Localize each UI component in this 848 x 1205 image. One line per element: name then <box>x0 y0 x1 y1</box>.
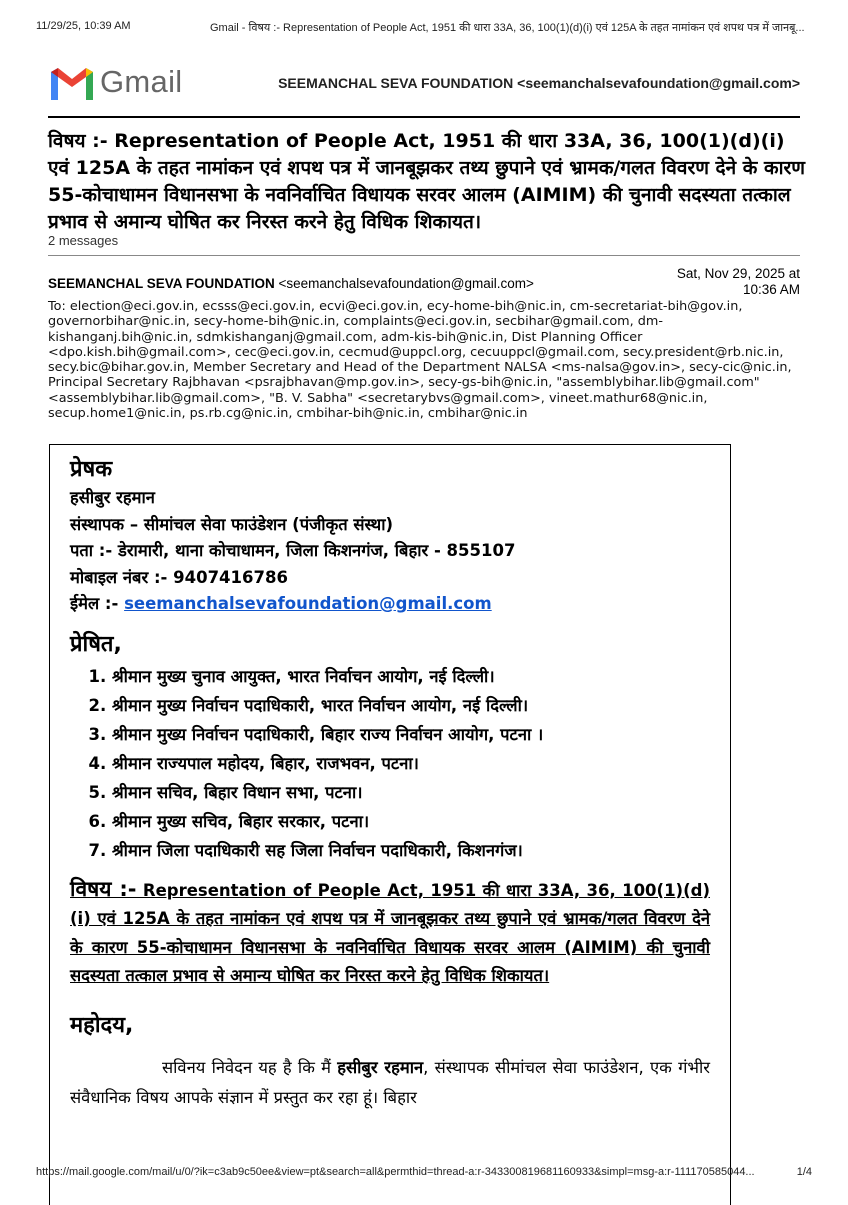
gmail-m-icon <box>48 64 96 100</box>
print-timestamp: 11/29/25, 10:39 AM <box>36 20 131 32</box>
letter-recipient-list <box>70 662 710 865</box>
header-divider <box>48 116 800 118</box>
letter-sender-role: संस्थापक – सीमांचल सेवा फाउंडेशन (पंजीकृत संस्था) <box>70 514 394 534</box>
letter-sender-name: हसीबुर रहमान <box>70 488 155 507</box>
print-url: https://mail.google.com/mail/u/0/?ik=c3ab9c50ee&view=pt&search=all&permthid=thread-a:r-343300819681160933&simpl=msg-a:r-111170585044... <box>36 1166 755 1178</box>
subject-text: Representation of People Act, 1951 की धारा 33A, 36, 100(1)(d)(i) एवं 125A के तहत नामांकन एवं शपथ पत्र में जानबूझकर तथ्य छुपाने एवं भ्रामक/गलत विवरण देने के कारण 55-कोचाधामन विधानसभा के नवनिर्वाचित विधायक सरवर आलम (AIMIM) की चुनावी सदस्यता तत्काल प्रभाव से अमान्य घोषित कर निरस्त करने हेतु विधिक शिकायत। <box>70 880 710 985</box>
message-date <box>660 266 800 298</box>
letter-body <box>70 1053 710 1113</box>
list-item: 6. श्रीमान मुख्य सचिव, बिहार सरकार, पटना। <box>112 807 710 836</box>
recipients-heading: प्रेषित, <box>70 631 122 657</box>
page-number: 1/4 <box>796 1166 812 1178</box>
body-bold-name: हसीबुर रहमान <box>337 1057 424 1077</box>
date-line-2: 10:36 AM <box>742 282 800 297</box>
letter-subject <box>70 875 710 991</box>
date-line-1: Sat, Nov 29, 2025 at <box>676 266 800 281</box>
print-title: Gmail - विषय :- Representation of People Act, 1951 की धारा 33A, 36, 100(1)(d)(i) एवं 125A के तहत नामांकन एवं शपथ पत्र में जानबू... <box>210 22 805 34</box>
gmail-wordmark: Gmail <box>100 64 183 99</box>
print-header <box>36 10 812 34</box>
message-count: 2 messages <box>48 233 119 248</box>
letter-address: पता :- डेरामारी, थाना कोचाधामन, जिला किशनगंज, बिहार - 855107 <box>70 541 516 560</box>
letter-mobile: मोबाइल नंबर :- 9407416786 <box>70 567 288 587</box>
recipients-list: To: election@eci.gov.in, ecsss@eci.gov.in, ecvi@eci.gov.in, ecy-home-bih@nic.in, cm-secretariat-bih@gov.in, governorbihar@nic.in, secy-home-bih@nic.in, complaints@eci.gov.in, secbihar@gmail.com, dm-kishanganj.bih@nic.in, sdmkishanganj@gmail.com, adm-kis-bih@nic.in, Dist Planning Officer <dpo.kish.bih@gmail.com>, cec@eci.gov.in, cecmud@uppcl.org, cecuuppcl@gmail.com, secy.president@rb.nic.in, secy.bic@bihar.gov.in, Member Secretary and Head of the Department NALSA <ms-nalsa@gov.in>, secy-cic@nic.in, Principal Secretary Rajbhavan <psrajbhavan@mp.gov.in>, secy-gs-bih@nic.in, "assemblybihar.lib@gmail.com" <assemblybihar.lib@gmail.com>, "B. V. Sabha" <secretarybvs@gmail.com>, vineet.mathur68@nic.in, secup.home1@nic.in, ps.rb.cg@nic.in, cmbihar-bih@nic.in, cmbihar@nic.in <box>48 299 792 422</box>
email-label: ईमेल :- <box>70 594 125 613</box>
letter-image <box>49 444 731 1205</box>
list-item: 1. श्रीमान मुख्य चुनाव आयुक्त, भारत निर्वाचन आयोग, नई दिल्ली। <box>112 662 710 691</box>
list-item: 7. श्रीमान जिला पदाधिकारी सह जिला निर्वाचन पदाधिकारी, किशनगंज। <box>112 836 710 865</box>
sender-heading: प्रेषक <box>70 457 113 482</box>
subject-label: विषय :- <box>70 876 137 901</box>
sender-email: <seemanchalsevafoundation@gmail.com> <box>278 276 534 291</box>
body-pre: सविनय निवेदन यह है कि मैं <box>162 1057 338 1077</box>
body-post: , संस्थापक सीमांचल सेवा फाउंडेशन, एक गंभीर संवैधानिक विषय आपके संज्ञान में प्रस्तुत कर रहा हूं। बिहार <box>70 1057 710 1107</box>
letter-email-line <box>70 591 710 618</box>
subject-divider <box>48 255 800 256</box>
sender-name: SEEMANCHAL SEVA FOUNDATION <box>48 276 275 291</box>
email-link[interactable]: seemanchalsevafoundation@gmail.com <box>124 594 492 613</box>
account-label: SEEMANCHAL SEVA FOUNDATION <seemanchalsevafoundation@gmail.com> <box>278 75 800 91</box>
salutation: महोदय, <box>70 1012 134 1038</box>
list-item: 3. श्रीमान मुख्य निर्वाचन पदाधिकारी, बिहार राज्य निर्वाचन आयोग, पटना । <box>112 720 710 749</box>
list-item: 4. श्रीमान राज्यपाल महोदय, बिहार, राजभवन, पटना। <box>112 749 710 778</box>
list-item: 5. श्रीमान सचिव, बिहार विधान सभा, पटना। <box>112 778 710 807</box>
list-item: 2. श्रीमान मुख्य निर्वाचन पदाधिकारी, भारत निर्वाचन आयोग, नई दिल्ली। <box>112 691 710 720</box>
gmail-logo <box>48 60 188 100</box>
message-sender <box>48 276 534 291</box>
thread-subject: विषय :- Representation of People Act, 1951 की धारा 33A, 36, 100(1)(d)(i) एवं 125A के तहत नामांकन एवं शपथ पत्र में जानबूझकर तथ्य छुपाने एवं भ्रामक/गलत विवरण देने के कारण 55-कोचाधामन विधानसभा के नवनिर्वाचित विधायक सरवर आलम (AIMIM) की चुनावी सदस्यता तत्काल प्रभाव से अमान्य घोषित कर निरस्त करने हेतु विधिक शिकायत। <box>48 130 806 233</box>
